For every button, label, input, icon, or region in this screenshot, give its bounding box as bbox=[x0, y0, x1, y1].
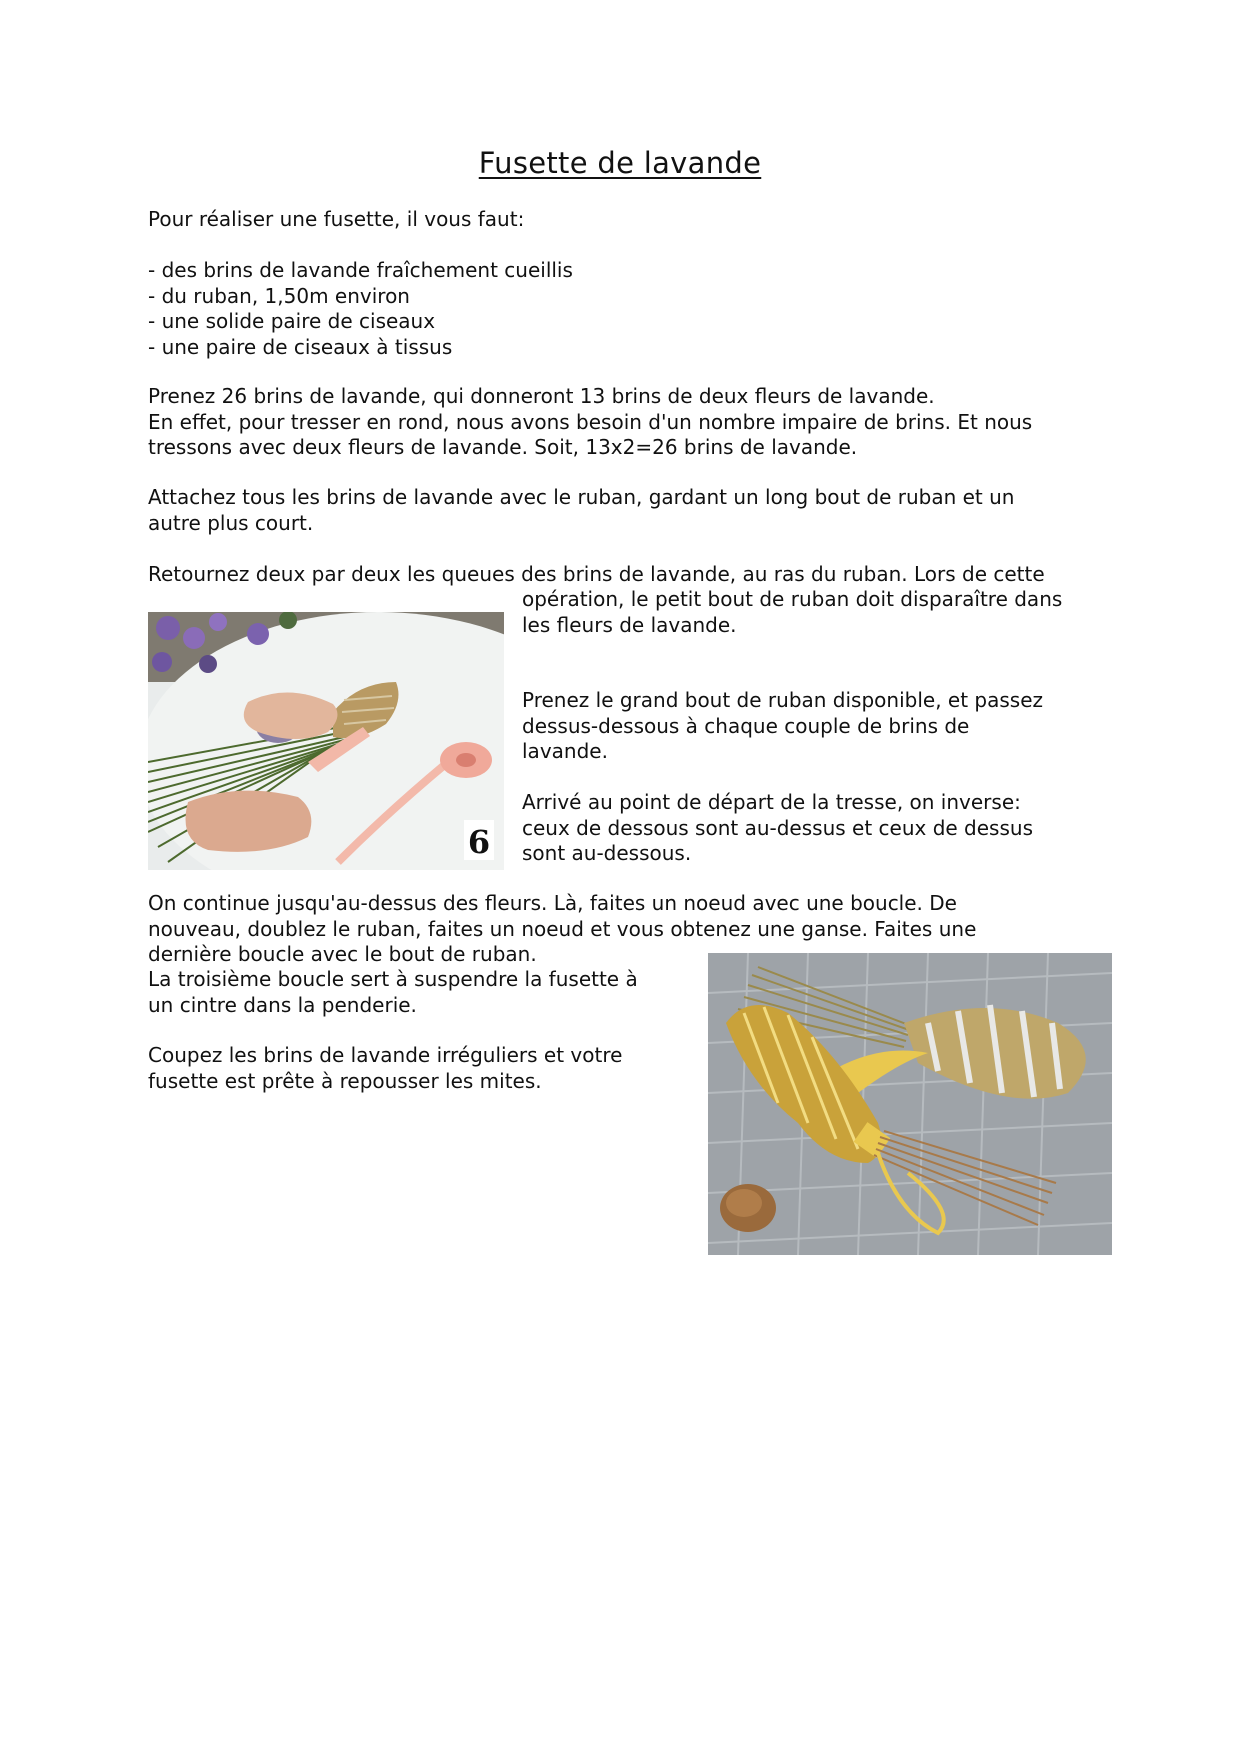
text-line: Coupez les brins de lavande irréguliers et votre bbox=[148, 1043, 623, 1067]
text-line: un cintre dans la penderie. bbox=[148, 992, 417, 1017]
text-line: Attachez tous les brins de lavande avec le ruban, gardant un long bout de ruban et un bbox=[148, 485, 1015, 509]
step-number-label: 6 bbox=[467, 823, 491, 861]
list-item: - une solide paire de ciseaux bbox=[148, 309, 436, 333]
list-item: - des brins de lavande fraîchement cueillis bbox=[148, 258, 573, 282]
text-line: tressons avec deux fleurs de lavande. Soit, 13x2=26 brins de lavande. bbox=[148, 435, 858, 459]
paragraph-invert bbox=[522, 790, 1033, 867]
text-line: fusette est prête à repousser les mites. bbox=[148, 1068, 542, 1093]
text-line: opération, le petit bout de ruban doit disparaître dans bbox=[522, 587, 1063, 611]
paragraph-finish bbox=[148, 1043, 622, 1094]
text-line: sont au-dessous. bbox=[522, 841, 692, 865]
text-line: La troisième boucle sert à suspendre la fusette à bbox=[148, 967, 638, 991]
text-line: Prenez 26 brins de lavande, qui donneront 13 brins de deux fleurs de lavande. bbox=[148, 384, 935, 408]
paragraph-fold-rest bbox=[522, 587, 1062, 638]
materials-list bbox=[148, 258, 573, 360]
text-line: En effet, pour tresser en rond, nous avons besoin d'un nombre impaire de brins. Et nous bbox=[148, 409, 1033, 434]
paragraph-fold-first-line: Retournez deux par deux les queues des brins de lavande, au ras du ruban. Lors de cette bbox=[148, 562, 1045, 586]
text-line: nouveau, doublez le ruban, faites un noeud et vous obtenez une ganse. Faites une bbox=[148, 916, 977, 941]
paragraph-attach bbox=[148, 485, 1014, 536]
text-line: les fleurs de lavande. bbox=[522, 612, 737, 637]
paragraph-weave bbox=[522, 688, 1043, 765]
braiding-step-photo bbox=[148, 612, 504, 870]
finished-fusette-photo bbox=[708, 953, 1112, 1255]
page-title: Fusette de lavande bbox=[478, 146, 762, 180]
list-item: - du ruban, 1,50m environ bbox=[148, 283, 410, 308]
text-line: autre plus court. bbox=[148, 510, 314, 535]
text-line: dernière boucle avec le bout de ruban. bbox=[148, 942, 537, 966]
paragraph-hang bbox=[148, 967, 638, 1018]
intro-text: Pour réaliser une fusette, il vous faut: bbox=[148, 207, 525, 231]
text-line: ceux de dessous sont au-dessus et ceux de dessus bbox=[522, 815, 1033, 840]
text-line: Arrivé au point de départ de la tresse, on inverse: bbox=[522, 790, 1021, 814]
text-line: lavande. bbox=[522, 739, 608, 763]
list-item: - une paire de ciseaux à tissus bbox=[148, 334, 453, 359]
text-line: On continue jusqu'au-dessus des fleurs. Là, faites un noeud avec une boucle. De bbox=[148, 891, 957, 915]
paragraph-count bbox=[148, 384, 1032, 461]
text-line: dessus-dessous à chaque couple de brins de bbox=[522, 713, 970, 738]
text-line: Prenez le grand bout de ruban disponible, et passez bbox=[522, 688, 1044, 712]
